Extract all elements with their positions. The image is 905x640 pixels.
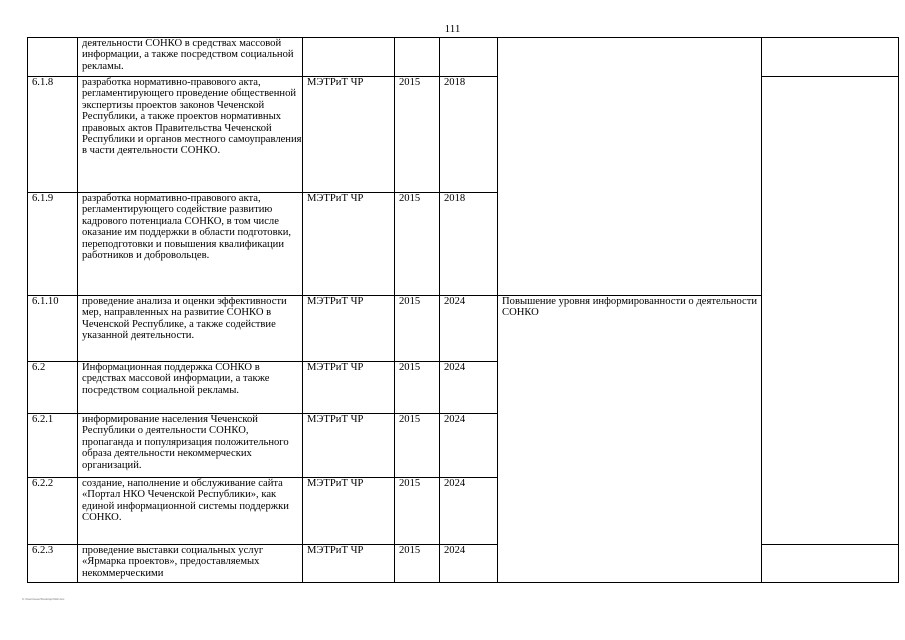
- row-number: 6.1.10: [28, 296, 78, 362]
- activity-text: разработка нормативно-правового акта, регламентирующего содействие развитию кадрового потенциала СОНКО, в том числе оказание им поддержки в области подготовки, переподготовки и повышения квалификации работников и добровольцев.: [78, 193, 303, 296]
- result-cell: Повышение уровня информированности о деятельности СОНКО: [498, 296, 762, 583]
- end-year-cell: [440, 38, 498, 77]
- table-row: [28, 545, 899, 583]
- start-year-cell: 2015: [395, 362, 440, 414]
- row-number: 6.2.3: [28, 545, 78, 583]
- result-cell-empty: [498, 38, 762, 296]
- end-year-cell: 2024: [440, 414, 498, 478]
- page-number: 111: [444, 23, 461, 35]
- activity-text: проведение анализа и оценки эффективности мер, направленных на развитие СОНКО в Чеченской Республике, а также содействие указанной деятельности.: [78, 296, 303, 362]
- file-path-footer: C:\Users\user\Desktop\ЗНК.doc: [22, 597, 65, 601]
- table-row: [28, 77, 899, 193]
- executor-cell: МЭТРиТ ЧР: [303, 414, 395, 478]
- program-activities-table: [27, 37, 899, 583]
- start-year-cell: 2015: [395, 545, 440, 583]
- start-year-cell: 2015: [395, 193, 440, 296]
- notes-cell: [762, 545, 899, 583]
- row-number: 6.2.1: [28, 414, 78, 478]
- start-year-cell: 2015: [395, 77, 440, 193]
- activity-text: разработка нормативно-правового акта, регламентирующего проведение общественной экспертизы проектов законов Чеченской Республики, а также проектов нормативных правовых актов Правительства Чеченской Республики и органов местного самоуправления в части деятельности СОНКО.: [78, 77, 303, 193]
- row-number: 6.2: [28, 362, 78, 414]
- executor-cell: МЭТРиТ ЧР: [303, 296, 395, 362]
- activity-text: проведение выставки социальных услуг «Ярмарка проектов», предоставляемых некоммерческими: [78, 545, 303, 583]
- activity-text: создание, наполнение и обслуживание сайта «Портал НКО Чеченской Республики», как единой информационной системы поддержки СОНКО.: [78, 478, 303, 545]
- row-number: 6.1.9: [28, 193, 78, 296]
- executor-cell: МЭТРиТ ЧР: [303, 478, 395, 545]
- executor-cell: МЭТРиТ ЧР: [303, 545, 395, 583]
- row-number: [28, 38, 78, 77]
- row-number: 6.2.2: [28, 478, 78, 545]
- end-year-cell: 2024: [440, 296, 498, 362]
- end-year-cell: 2024: [440, 545, 498, 583]
- start-year-cell: 2015: [395, 478, 440, 545]
- executor-cell: МЭТРиТ ЧР: [303, 77, 395, 193]
- end-year-cell: 2024: [440, 362, 498, 414]
- start-year-cell: 2015: [395, 414, 440, 478]
- executor-cell: МЭТРиТ ЧР: [303, 193, 395, 296]
- executor-cell: МЭТРиТ ЧР: [303, 362, 395, 414]
- executor-cell: [303, 38, 395, 77]
- end-year-cell: 2018: [440, 77, 498, 193]
- activity-text: деятельности СОНКО в средствах массовой информации, а также посредством социальной рекламы.: [78, 38, 303, 77]
- end-year-cell: 2018: [440, 193, 498, 296]
- notes-cell: [762, 38, 899, 77]
- table-row: [28, 38, 899, 77]
- notes-cell: [762, 77, 899, 545]
- row-number: 6.1.8: [28, 77, 78, 193]
- start-year-cell: 2015: [395, 296, 440, 362]
- activity-text: информирование населения Чеченской Республики о деятельности СОНКО, пропаганда и популяризация положительного образа деятельности некоммерческих организаций.: [78, 414, 303, 478]
- activity-text: Информационная поддержка СОНКО в средствах массовой информации, а также посредством социальной рекламы.: [78, 362, 303, 414]
- start-year-cell: [395, 38, 440, 77]
- end-year-cell: 2024: [440, 478, 498, 545]
